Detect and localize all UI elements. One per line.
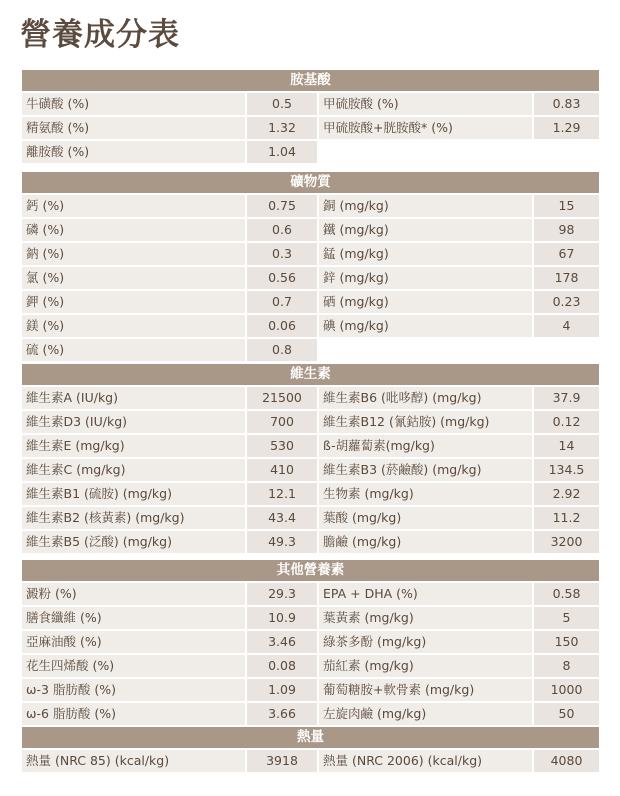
nutrient-value: 5 bbox=[534, 607, 599, 629]
nutrient-label: 生物素 (mg/kg) bbox=[319, 483, 532, 505]
nutrient-label: 葡萄糖胺+軟骨素 (mg/kg) bbox=[319, 679, 532, 701]
nutrient-label: 碘 (mg/kg) bbox=[319, 315, 532, 337]
page-title: 營養成分表 bbox=[20, 17, 180, 53]
section-4 bbox=[22, 727, 599, 772]
nutrient-value: 410 bbox=[247, 459, 317, 481]
nutrient-value: 0.23 bbox=[534, 291, 599, 313]
table-row bbox=[22, 411, 599, 433]
nutrient-label: 膽鹼 (mg/kg) bbox=[319, 531, 532, 553]
nutrient-label: 左旋肉鹼 (mg/kg) bbox=[319, 703, 532, 725]
nutrient-label: 熱量 (NRC 2006) (kcal/kg) bbox=[319, 750, 532, 772]
nutrient-label: 鎂 (%) bbox=[22, 315, 245, 337]
nutrient-label: 維生素B12 (氰鈷胺) (mg/kg) bbox=[319, 411, 532, 433]
nutrient-label: 葉酸 (mg/kg) bbox=[319, 507, 532, 529]
nutrient-label: 硫 (%) bbox=[22, 339, 245, 361]
nutrient-value: 29.3 bbox=[247, 583, 317, 605]
nutrient-label: 甲硫胺酸 (%) bbox=[319, 93, 532, 115]
section-0 bbox=[22, 70, 599, 163]
section-heading: 礦物質 bbox=[22, 172, 599, 193]
nutrient-label: 維生素B6 (吡哆醇) (mg/kg) bbox=[319, 387, 532, 409]
nutrient-value: 178 bbox=[534, 267, 599, 289]
nutrient-label: 離胺酸 (%) bbox=[22, 141, 245, 163]
nutrient-value: 21500 bbox=[247, 387, 317, 409]
nutrient-value: 4 bbox=[534, 315, 599, 337]
nutrient-label: 鈣 (%) bbox=[22, 195, 245, 217]
section-1 bbox=[22, 172, 599, 361]
nutrient-value: 15 bbox=[534, 195, 599, 217]
nutrient-value: 14 bbox=[534, 435, 599, 457]
nutrient-label: 維生素A (IU/kg) bbox=[22, 387, 245, 409]
section-heading: 維生素 bbox=[22, 364, 599, 385]
nutrient-label: 熱量 (NRC 85) (kcal/kg) bbox=[22, 750, 245, 772]
nutrient-value: 37.9 bbox=[534, 387, 599, 409]
section-2 bbox=[22, 364, 599, 553]
nutrient-label: 膳食纖維 (%) bbox=[22, 607, 245, 629]
table-row bbox=[22, 267, 599, 289]
table-row bbox=[22, 631, 599, 653]
table-row bbox=[22, 507, 599, 529]
nutrient-value: 50 bbox=[534, 703, 599, 725]
nutrient-value: 0.8 bbox=[247, 339, 317, 361]
nutrient-label: 銅 (mg/kg) bbox=[319, 195, 532, 217]
nutrient-value: 0.12 bbox=[534, 411, 599, 433]
nutrient-value: 10.9 bbox=[247, 607, 317, 629]
nutrient-label: 維生素B3 (菸鹼酸) (mg/kg) bbox=[319, 459, 532, 481]
nutrient-label: 硒 (mg/kg) bbox=[319, 291, 532, 313]
nutrient-value: 3200 bbox=[534, 531, 599, 553]
nutrient-label: 葉黃素 (mg/kg) bbox=[319, 607, 532, 629]
nutrient-label: ω-6 脂肪酸 (%) bbox=[22, 703, 245, 725]
nutrient-value: 0.06 bbox=[247, 315, 317, 337]
table-row bbox=[22, 243, 599, 265]
nutrient-label: 維生素B1 (硫胺) (mg/kg) bbox=[22, 483, 245, 505]
table-row bbox=[22, 291, 599, 313]
nutrient-value: 2.92 bbox=[534, 483, 599, 505]
table-row bbox=[22, 93, 599, 115]
nutrient-value: 0.75 bbox=[247, 195, 317, 217]
table-row bbox=[22, 117, 599, 139]
nutrient-value: 49.3 bbox=[247, 531, 317, 553]
nutrient-label: 澱粉 (%) bbox=[22, 583, 245, 605]
nutrient-label: 鋅 (mg/kg) bbox=[319, 267, 532, 289]
nutrient-value: 700 bbox=[247, 411, 317, 433]
nutrient-value: 1.04 bbox=[247, 141, 317, 163]
nutrient-label: 維生素B2 (核黃素) (mg/kg) bbox=[22, 507, 245, 529]
table-row bbox=[22, 435, 599, 457]
section-heading: 熱量 bbox=[22, 727, 599, 748]
table-row bbox=[22, 703, 599, 725]
nutrient-label: 鐵 (mg/kg) bbox=[319, 219, 532, 241]
table-row bbox=[22, 219, 599, 241]
nutrient-label: 鈉 (%) bbox=[22, 243, 245, 265]
nutrient-label: 維生素D3 (IU/kg) bbox=[22, 411, 245, 433]
nutrient-label: 維生素B5 (泛酸) (mg/kg) bbox=[22, 531, 245, 553]
nutrient-value: 43.4 bbox=[247, 507, 317, 529]
nutrient-value: 3.66 bbox=[247, 703, 317, 725]
nutrient-value: 1.09 bbox=[247, 679, 317, 701]
nutrient-value: 12.1 bbox=[247, 483, 317, 505]
nutrient-label: 茄紅素 (mg/kg) bbox=[319, 655, 532, 677]
nutrient-value: 8 bbox=[534, 655, 599, 677]
nutrient-value: 0.56 bbox=[247, 267, 317, 289]
nutrient-label: ω-3 脂肪酸 (%) bbox=[22, 679, 245, 701]
table-row bbox=[22, 387, 599, 409]
table-row bbox=[22, 339, 599, 361]
table-row bbox=[22, 195, 599, 217]
nutrient-label: EPA + DHA (%) bbox=[319, 583, 532, 605]
nutrient-label: 維生素C (mg/kg) bbox=[22, 459, 245, 481]
table-row bbox=[22, 583, 599, 605]
table-row bbox=[22, 607, 599, 629]
nutrient-value: 0.7 bbox=[247, 291, 317, 313]
table-row bbox=[22, 679, 599, 701]
nutrient-value: 0.83 bbox=[534, 93, 599, 115]
table-row bbox=[22, 655, 599, 677]
nutrient-value: 0.5 bbox=[247, 93, 317, 115]
nutrient-label: 精氨酸 (%) bbox=[22, 117, 245, 139]
nutrient-value: 0.3 bbox=[247, 243, 317, 265]
nutrient-value: 1.32 bbox=[247, 117, 317, 139]
nutrient-value: 134.5 bbox=[534, 459, 599, 481]
nutrient-value: 0.58 bbox=[534, 583, 599, 605]
nutrient-value: 0.6 bbox=[247, 219, 317, 241]
table-row bbox=[22, 315, 599, 337]
nutrient-value: 1.29 bbox=[534, 117, 599, 139]
nutrient-label: ß-胡蘿蔔素(mg/kg) bbox=[319, 435, 532, 457]
table-row bbox=[22, 750, 599, 772]
nutrient-label: 花生四烯酸 (%) bbox=[22, 655, 245, 677]
nutrient-label: 綠茶多酚 (mg/kg) bbox=[319, 631, 532, 653]
table-row bbox=[22, 531, 599, 553]
table-row bbox=[22, 459, 599, 481]
nutrient-value: 67 bbox=[534, 243, 599, 265]
section-3 bbox=[22, 560, 599, 725]
nutrient-label: 牛磺酸 (%) bbox=[22, 93, 245, 115]
nutrient-value: 3918 bbox=[247, 750, 317, 772]
nutrient-value: 4080 bbox=[534, 750, 599, 772]
nutrient-label: 錳 (mg/kg) bbox=[319, 243, 532, 265]
nutrient-value: 98 bbox=[534, 219, 599, 241]
nutrient-value: 1000 bbox=[534, 679, 599, 701]
nutrient-value: 0.08 bbox=[247, 655, 317, 677]
nutrient-label: 鉀 (%) bbox=[22, 291, 245, 313]
nutrient-value: 530 bbox=[247, 435, 317, 457]
section-heading: 其他營養素 bbox=[22, 560, 599, 581]
nutrient-value: 11.2 bbox=[534, 507, 599, 529]
section-heading: 胺基酸 bbox=[22, 70, 599, 91]
nutrient-label: 亞麻油酸 (%) bbox=[22, 631, 245, 653]
nutrient-label: 甲硫胺酸+胱胺酸* (%) bbox=[319, 117, 532, 139]
nutrient-value: 150 bbox=[534, 631, 599, 653]
nutrient-label: 氯 (%) bbox=[22, 267, 245, 289]
table-row bbox=[22, 141, 599, 163]
nutrient-label: 維生素E (mg/kg) bbox=[22, 435, 245, 457]
table-row bbox=[22, 483, 599, 505]
nutrient-value: 3.46 bbox=[247, 631, 317, 653]
nutrient-label: 磷 (%) bbox=[22, 219, 245, 241]
